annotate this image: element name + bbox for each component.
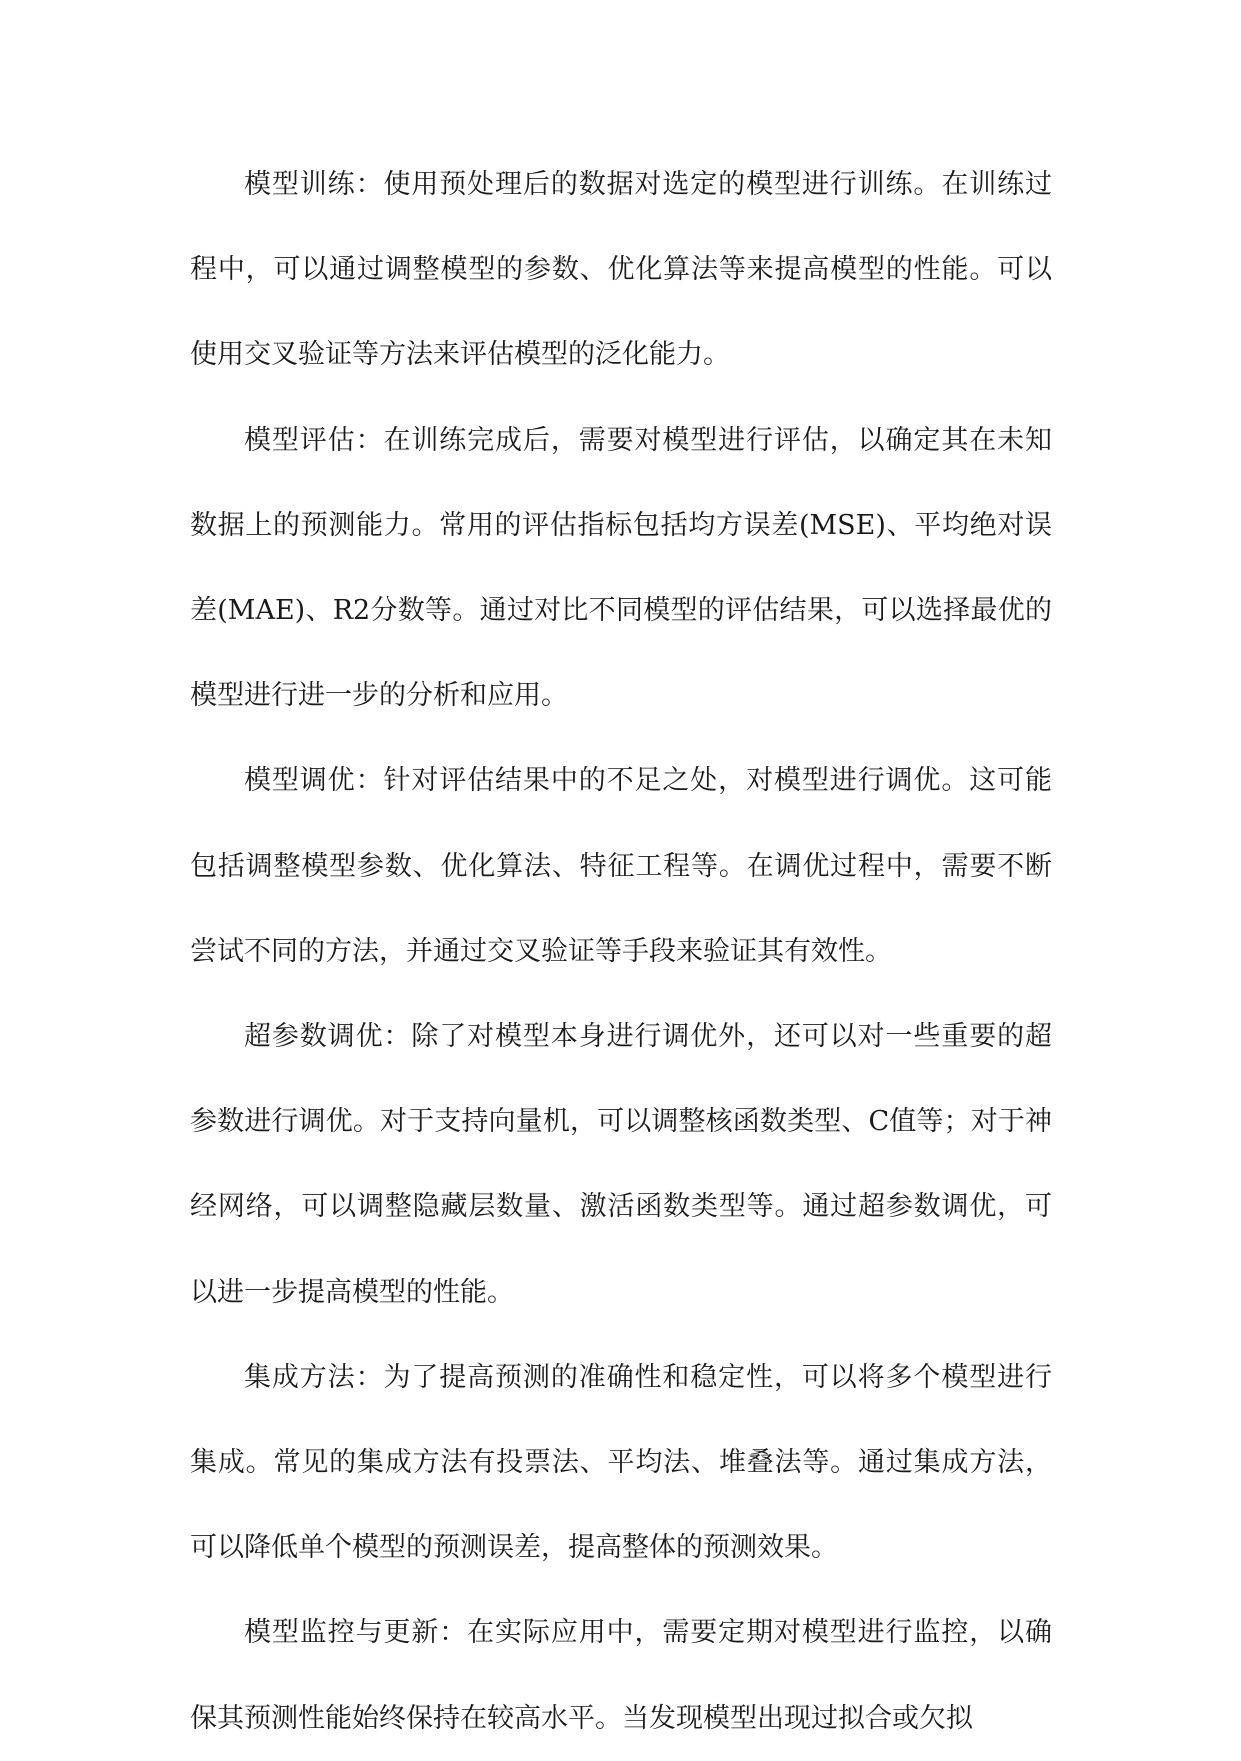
paragraph-hyperparameter-tuning: 超参数调优：除了对模型本身进行调优外，还可以对一些重要的超参数进行调优。对于支持向量机，可以调整核函数类型、C值等；对于神经网络，可以调整隐藏层数量、激活函数类型等。通过超参数调优，可以进一步提高模型的性能。 <box>190 1021 1052 1308</box>
paragraph-model-monitoring: 模型监控与更新：在实际应用中，需要定期对模型进行监控，以确保其预测性能始终保持在较高水平。当发现模型出现过拟合或欠拟 <box>190 1617 1052 1734</box>
paragraph-ensemble-methods: 集成方法：为了提高预测的准确性和稳定性，可以将多个模型进行集成。常见的集成方法有投票法、平均法、堆叠法等。通过集成方法，可以降低单个模型的预测误差，提高整体的预测效果。 <box>190 1361 1052 1564</box>
paragraph-model-tuning: 模型调优：针对评估结果中的不足之处，对模型进行调优。这可能包括调整模型参数、优化算法、特征工程等。在调优过程中，需要不断尝试不同的方法，并通过交叉验证等手段来验证其有效性。 <box>190 765 1052 967</box>
paragraph-model-training: 模型训练：使用预处理后的数据对选定的模型进行训练。在训练过程中，可以通过调整模型的参数、优化算法等来提高模型的性能。可以使用交叉验证等方法来评估模型的泛化能力。 <box>190 169 1052 371</box>
paragraph-model-evaluation: 模型评估：在训练完成后，需要对模型进行评估，以确定其在未知数据上的预测能力。常用的评估指标包括均方误差(MSE)、平均绝对误差(MAE)、R2分数等。通过对比不同模型的评估结果，可以选择最优的模型进行进一步的分析和应用。 <box>190 424 1052 712</box>
document-body <box>190 142 1052 1761</box>
